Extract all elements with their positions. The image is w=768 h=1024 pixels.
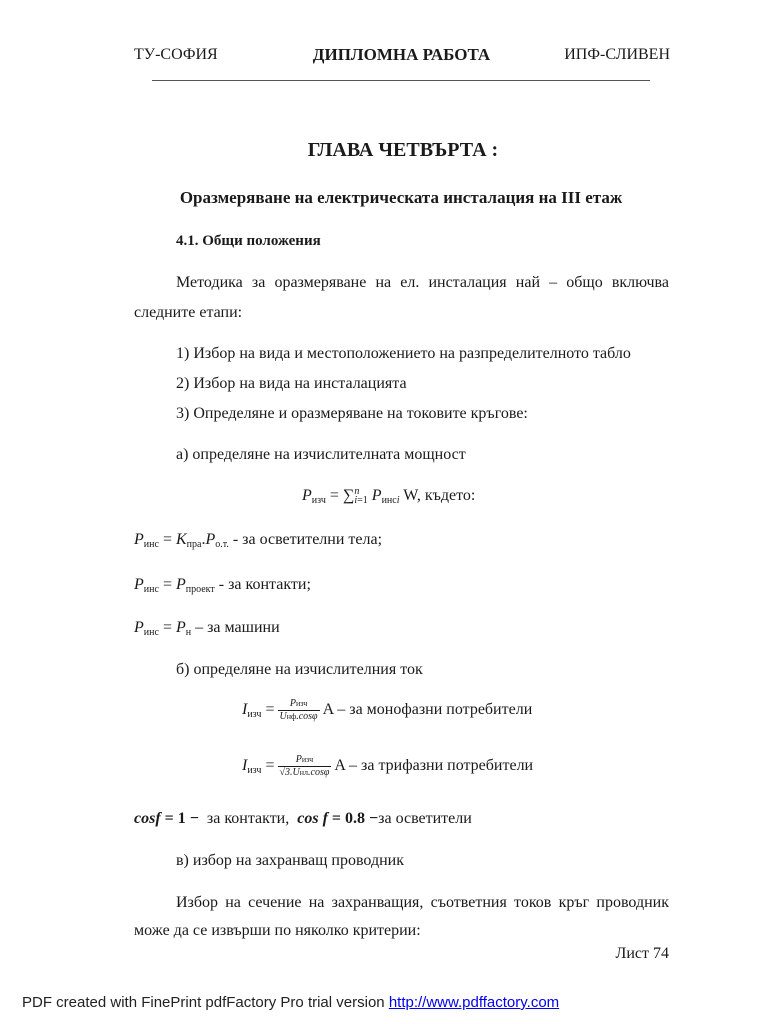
step-c: в) избор на захранващ проводник <box>176 852 405 869</box>
cos-lights-text: за осветители <box>378 810 472 827</box>
header-rule <box>152 80 650 81</box>
formula-p-ins-contacts-tail: - за контакти; <box>218 576 311 593</box>
cos-contacts-text: за контакти, <box>206 810 290 827</box>
formula-sum-tail: W, където: <box>403 487 476 504</box>
criteria-line-1-text: Избор на сечение на захранващия, съответния токов кръг проводник <box>176 894 669 911</box>
formula-current-three-phase: $I_{изч}$ = $\frac{\text{Pизч}}{\text{√3.Uнл.cosφ}}$ A – за трифазни потребители <box>242 754 534 778</box>
formula-p-ins-lights: $P_{инс} = K_{пра}.P_{о.т.}$ - за осветителни тела; <box>134 531 383 550</box>
list-item: 3) Определяне и оразмеряване на токовите кръгове: <box>176 405 528 422</box>
formula-three-phase-tail: A – за трифазни потребители <box>334 757 534 775</box>
formula-power-sum: $P_{изч}$ = ∑ n i=1 $P_{инсi}$ W, където: <box>302 486 476 507</box>
formula-p-ins-machines: $P_{инс} = P_н$ – за машини <box>134 619 280 638</box>
formula-p-ins-machines-tail: – за машини <box>195 619 280 636</box>
footer-text: PDF created with FinePrint pdfFactory Pro trial version <box>22 994 385 1011</box>
header-left: ТУ-СОФИЯ <box>134 46 218 63</box>
list-item: 2) Избор на вида на инсталацията <box>176 375 407 392</box>
sheet-number: Лист 74 <box>615 945 669 962</box>
chapter-title: ГЛАВА ЧЕТВЪРТА : <box>307 139 499 161</box>
pdf-footer <box>22 994 559 1011</box>
formula-current-single-phase: $I_{изч}$ = $\frac{\text{Pизч}}{\text{Uнф.cosφ}}$ A – за монофазни потребители <box>242 698 533 722</box>
chapter-subtitle: Оразмеряване на електрическата инсталация на III етаж <box>179 188 623 207</box>
intro-paragraph-line-2: следните етапи: <box>134 304 243 321</box>
intro-paragraph-line-1 <box>134 274 669 292</box>
step-b: б) определяне на изчислителния ток <box>176 661 423 678</box>
header-right: ИПФ-СЛИВЕН <box>564 46 670 63</box>
step-a: а) определяне на изчислителната мощност <box>176 446 466 463</box>
formula-single-phase-tail: A – за монофазни потребители <box>322 701 533 719</box>
section-title: 4.1. Общи положения <box>176 233 321 249</box>
criteria-paragraph-line-2: може да се извърши по няколко критерии: <box>134 922 421 939</box>
formula-p-ins-lights-tail: - за осветителни тела; <box>232 531 383 548</box>
list-item: 1) Избор на вида и местоположението на разпределителното табло <box>176 345 631 362</box>
header-title: ДИПЛОМНА РАБОТА <box>312 45 491 64</box>
formula-p-ins-contacts: $P_{инс} = P_{проект}$ - за контакти; <box>134 576 311 595</box>
formula-cos-values: cosf = 1 − за контакти, cos f = 0.8 −за осветители <box>134 810 472 827</box>
footer-link[interactable]: http://www.pdffactory.com <box>388 994 560 1011</box>
intro-line-1-text: Методика за оразмеряване на ел. инсталация най – общо включва <box>176 274 669 291</box>
criteria-paragraph-line-1 <box>134 894 669 912</box>
